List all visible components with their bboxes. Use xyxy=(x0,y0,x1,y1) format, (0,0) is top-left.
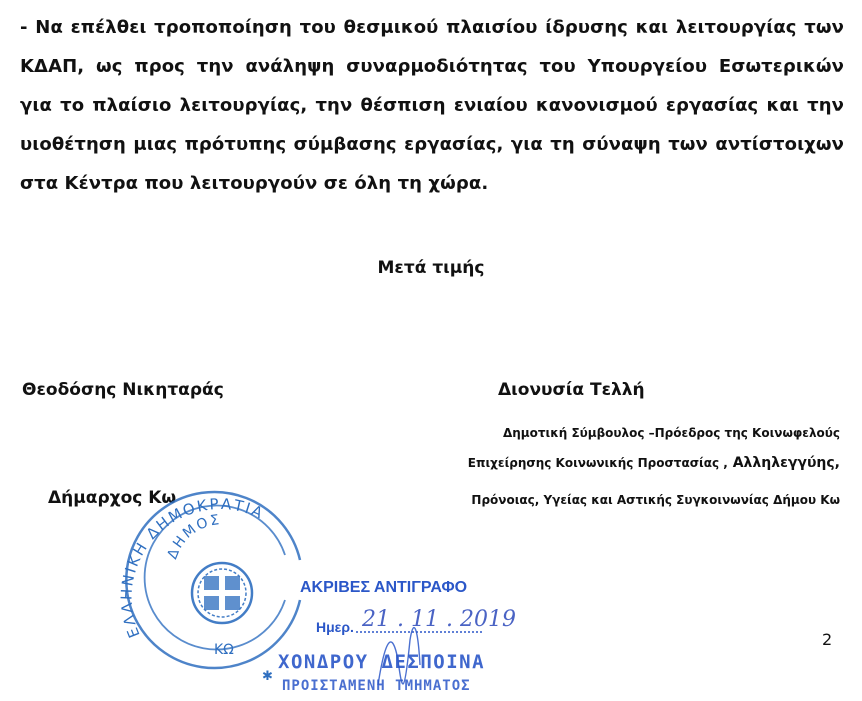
seal-inner-text: ΔΗΜΟΣ xyxy=(164,511,223,562)
certification-stamp xyxy=(278,579,516,694)
paragraph-line-5: στα Κέντρα που λειτουργούν σε όλη τη χώρα. xyxy=(20,173,489,194)
seal-outer-text: ΕΛΛΗΝΙΚΗ ΔΗΜΟΚΡΑΤΙΑ xyxy=(117,494,268,641)
paragraph-line-2: ΚΔΑΠ, ως προς την ανάληψη συναρμοδιότητας του Υπουργείου Εσωτερικών xyxy=(20,56,844,77)
signatory-left-role: Δήμαρχος Κω xyxy=(48,488,177,508)
signatory-right-role-line-1: Δημοτική Σύμβουλος –Πρόεδρος της Κοινωφελούς xyxy=(502,426,840,440)
paragraph-line-3: για το πλαίσιο λειτουργίας, την θέσπιση ενιαίου κανονισμού εργασίας και την xyxy=(20,95,844,116)
paragraph-line-4: υιοθέτηση μιας πρότυπης σύμβασης εργασίας, για τη σύναψη των αντίστοιχων xyxy=(20,134,844,155)
paragraph-line-1: - Να επέλθει τροποποίηση του θεσμικού πλαισίου ίδρυσης και λειτουργίας των xyxy=(20,17,844,38)
signatory-right-role-line-3: Πρόνοιας, Υγείας και Αστικής Συγκοινωνίας Δήμου Κω xyxy=(471,493,840,507)
seal-bottom-text: ΚΩ xyxy=(214,642,234,658)
stamp-date-handwritten: 21 . 11 . 2019 xyxy=(362,607,516,632)
signatory-right-name: Διονυσία Τελλή xyxy=(498,380,645,400)
coat-of-arms-icon xyxy=(192,563,252,623)
role-line-2-part-b: Αλληλεγγύης, xyxy=(727,455,840,471)
stamp-title: ΑΚΡΙΒΕΣ ΑΝΤΙΓΡΑΦΟ xyxy=(300,579,468,596)
seal-star-icon: ✱ xyxy=(262,669,273,684)
signatory-left-name: Θεοδόσης Νικηταράς xyxy=(22,380,224,400)
stamp-date-label: Ημερ. xyxy=(316,619,354,635)
stamp-officer-name: ΧΟΝΔΡΟΥ ΔΕΣΠΟΙΝΑ xyxy=(278,651,486,673)
page-number: 2 xyxy=(822,630,833,649)
municipal-seal xyxy=(117,492,300,684)
role-line-2-part-a: Επιχείρησης Κοινωνικής Προστασίας , xyxy=(467,456,728,470)
closing-salutation: Μετά τιμής xyxy=(377,258,485,278)
stamp-officer-title: ΠΡΟΙΣΤΑΜΕΝΗ ΤΜΗΜΑΤΟΣ xyxy=(282,678,471,694)
